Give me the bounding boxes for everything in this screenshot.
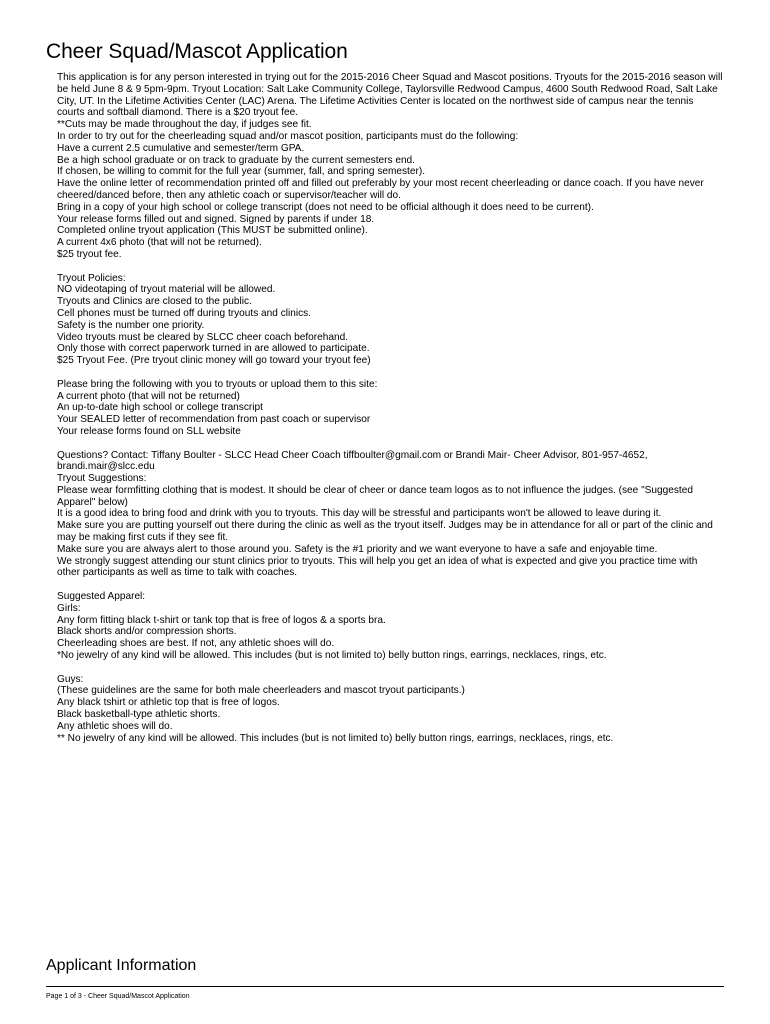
list-item: Make sure you are putting yourself out there during the clinic as well as the tryout itself. Judges may be in attendance for all or part of the clinic and may be making first cuts if they see fit. <box>57 520 713 544</box>
bring-heading: Please bring the following with you to tryouts or upload them to this site: <box>57 378 378 390</box>
list-item: Safety is the number one priority. <box>57 319 205 331</box>
apparel-heading: Suggested Apparel: <box>57 591 146 603</box>
list-item: (These guidelines are the same for both male cheerleaders and mascot tryout participants.) <box>57 685 465 697</box>
page-footer: Page 1 of 3 - Cheer Squad/Mascot Application <box>46 993 190 1000</box>
suggestions-list <box>57 485 723 579</box>
girls-list <box>57 615 723 662</box>
list-item: Any form fitting black t-shirt or tank top that is free of logos & a sports bra. <box>57 614 386 626</box>
policies-list <box>57 284 723 367</box>
suggestions-heading: Tryout Suggestions: <box>57 473 147 485</box>
list-item: NO videotaping of tryout material will be allowed. <box>57 284 276 296</box>
list-item: Cell phones must be turned off during tryouts and clinics. <box>57 307 311 319</box>
list-item: Black basketball-type athletic shorts. <box>57 709 221 721</box>
list-item: Only those with correct paperwork turned in are allowed to participate. <box>57 343 370 355</box>
document-body <box>57 72 723 756</box>
list-item: Have the online letter of recommendation printed off and filled out preferably by your most recent cheerleading or dance coach. If you have never cheered/danced before, then any athletic coach or supervisor/teacher will do. <box>57 178 704 201</box>
list-item: $25 Tryout Fee. (Pre tryout clinic money will go toward your tryout fee) <box>57 355 371 367</box>
list-item: An up-to-date high school or college transcript <box>57 402 263 414</box>
list-item: Any athletic shoes will do. <box>57 720 173 732</box>
intro-paragraph: This application is for any person interested in trying out for the 2015-2016 Cheer Squad and Mascot positions. Tryouts for the 2015-2016 season will be held June 8 & 9 5pm-9pm. Tryout Location: Salt Lake Community College, Taylorsville Redwood Campus, 4600 South Redwood Road, Salt Lake City, UT. In the Lifetime Activities Center (LAC) Arena. The Lifetime Activities Center is located on the northwest side of campus near the tennis courts and softball diamond. There is a $20 tryout fee. <box>57 72 723 119</box>
list-item: *No jewelry of any kind will be allowed. This includes (but is not limited to) belly button rings, earrings, necklaces, rings, etc. <box>57 650 607 662</box>
guys-heading: Guys: <box>57 673 84 685</box>
list-item: Black shorts and/or compression shorts. <box>57 626 237 638</box>
bring-list <box>57 391 723 438</box>
list-item: We strongly suggest attending our stunt clinics prior to tryouts. This will help you get an idea of what is expected and give you practice time with other participants as well as time to talk with coaches. <box>57 555 698 579</box>
guys-list <box>57 685 723 744</box>
list-item: Cheerleading shoes are best. If not, any athletic shoes will do. <box>57 638 335 650</box>
list-item: A current photo (that will not be returned) <box>57 390 240 402</box>
list-item: Please wear formfitting clothing that is modest. It should be clear of cheer or dance team logos as to not influence the judges. (see "Suggested Apparel" below) <box>57 484 693 508</box>
list-item: Have a current 2.5 cumulative and semester/term GPA. <box>57 142 305 154</box>
policies-heading: Tryout Policies: <box>57 272 126 284</box>
requirements-intro: In order to try out for the cheerleading squad and/or mascot position, participants must do the following: <box>57 130 519 142</box>
list-item: Bring in a copy of your high school or college transcript (does not need to be official although it does need to be current). <box>57 201 594 213</box>
applicant-information-heading: Applicant Information <box>46 957 197 974</box>
list-item: If chosen, be willing to commit for the full year (summer, fall, and spring semester). <box>57 166 426 178</box>
girls-heading: Girls: <box>57 602 81 614</box>
list-item: Make sure you are always alert to those around you. Safety is the #1 priority and we want everyone to have a safe and enjoyable time. <box>57 543 658 555</box>
list-item: Video tryouts must be cleared by SLCC cheer coach beforehand. <box>57 331 349 343</box>
list-item: It is a good idea to bring food and drink with you to tryouts. This day will be stressful and participants won't be allowed to leave during it. <box>57 508 662 520</box>
list-item: $25 tryout fee. <box>57 248 122 260</box>
list-item: Be a high school graduate or on track to graduate by the current semesters end. <box>57 154 415 166</box>
list-item: Any black tshirt or athletic top that is free of logos. <box>57 697 280 709</box>
list-item: Tryouts and Clinics are closed to the public. <box>57 296 252 308</box>
list-item: Completed online tryout application (This MUST be submitted online). <box>57 225 368 237</box>
requirements-list <box>57 143 723 261</box>
list-item: Your release forms filled out and signed. Signed by parents if under 18. <box>57 213 375 225</box>
questions-contact: Questions? Contact: Tiffany Boulter - SLCC Head Cheer Coach tiffboulter@gmail.com or Brandi Mair- Cheer Advisor, 801-957-4652, brandi.mair@slcc.edu <box>57 449 648 473</box>
page-title: Cheer Squad/Mascot Application <box>46 40 348 63</box>
list-item: A current 4x6 photo (that will not be returned). <box>57 237 262 249</box>
footer-divider <box>46 986 724 987</box>
list-item: ** No jewelry of any kind will be allowed. This includes (but is not limited to) belly button rings, earrings, necklaces, rings, etc. <box>57 732 614 744</box>
list-item: Your release forms found on SLL website <box>57 425 241 437</box>
cuts-note: **Cuts may be made throughout the day, if judges see fit. <box>57 119 312 131</box>
list-item: Your SEALED letter of recommendation from past coach or supervisor <box>57 414 371 426</box>
